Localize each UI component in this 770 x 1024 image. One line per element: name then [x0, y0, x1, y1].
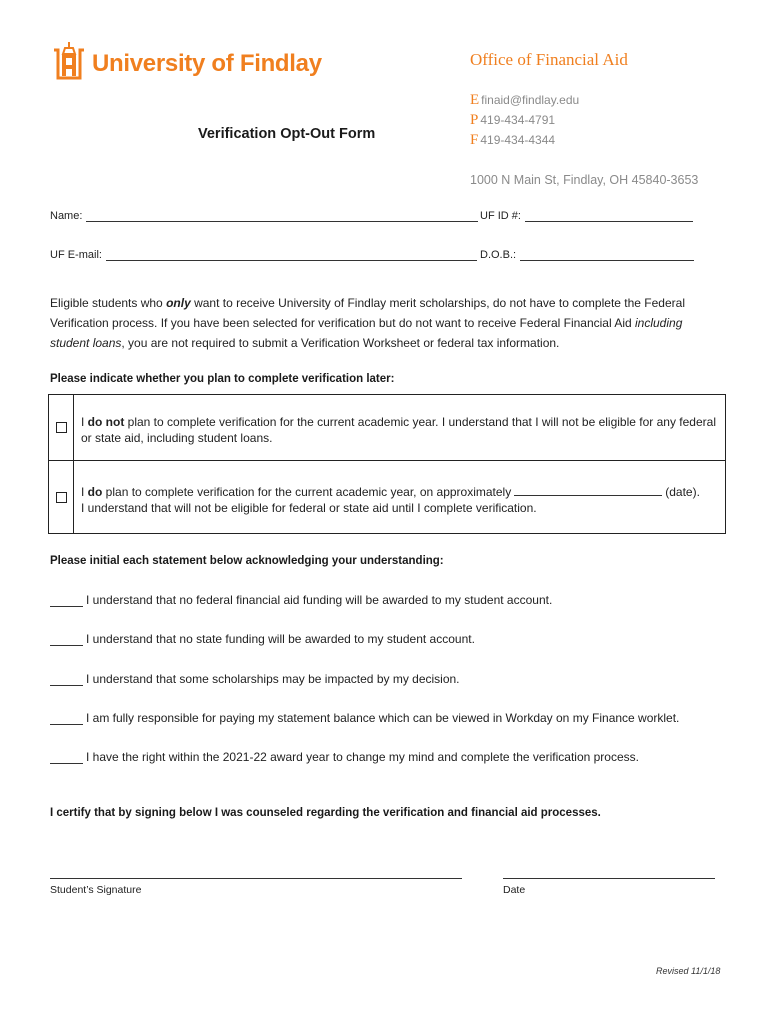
initial-blank[interactable] [50, 633, 83, 646]
choice-table [48, 394, 726, 534]
logo-text: University of Findlay [92, 50, 322, 77]
fax-contact: F 419-434-4344 [470, 132, 556, 148]
date-label: Date [503, 884, 526, 896]
office-title: Office of Financial Aid [470, 50, 628, 69]
phone-value: 419-434-4791 [480, 113, 556, 127]
choice-heading: Please indicate whether you plan to complete verification later: [50, 373, 395, 385]
statement-row: I am fully responsible for paying my statement balance which can be viewed in Workday on my Finance worklet. [50, 711, 679, 725]
ufid-input-line[interactable] [525, 210, 693, 222]
intro-paragraph: Eligible students who only want to receive University of Findlay merit scholarships, do not have to complete the Federal Verification process. If you have been selected for verification but do not want to receive Federal Financial Aid including student loans, you are not required to submit a Verification Worksheet or federal tax information. [50, 296, 685, 350]
initial-blank[interactable] [50, 751, 83, 764]
name-label: Name: [50, 210, 83, 222]
email-field[interactable] [50, 249, 477, 261]
statement-row: I understand that no state funding will be awarded to my student account. [50, 632, 475, 646]
ufid-field[interactable] [480, 210, 693, 222]
choice-text-opt-in: I do plan to complete verification for the current academic year, on approximately (date). I understand that will not be eligible for federal or state aid until I complete verification. [81, 485, 700, 515]
ufid-label: UF ID #: [480, 210, 521, 222]
initial-blank[interactable] [50, 673, 83, 686]
initial-heading: Please initial each statement below acknowledging your understanding: [50, 555, 444, 567]
tower-icon [52, 40, 86, 82]
revised-date: Revised 11/1/18 [656, 966, 721, 976]
office-address: 1000 N Main St, Findlay, OH 45840-3653 [470, 173, 699, 187]
form-title: Verification Opt-Out Form [198, 126, 376, 142]
fax-value: 419-434-4344 [480, 133, 556, 147]
initial-blank[interactable] [50, 712, 83, 725]
initial-blank[interactable] [50, 594, 83, 607]
email-input-line[interactable] [106, 249, 477, 261]
signature-label: Student’s Signature [50, 884, 142, 896]
email-value[interactable]: finaid@findlay.edu [481, 93, 580, 107]
dob-label: D.O.B.: [480, 249, 517, 261]
do-checkbox[interactable] [56, 492, 67, 503]
email-contact: E finaid@findlay.edu [470, 92, 580, 108]
choice-row-opt-in [49, 460, 725, 533]
dob-input-line[interactable] [520, 249, 694, 261]
name-field[interactable] [50, 210, 478, 222]
phone-contact: P 419-434-4791 [470, 112, 556, 128]
date-input-line[interactable] [514, 484, 662, 496]
university-logo [52, 40, 322, 86]
dob-field[interactable] [480, 249, 694, 261]
certify-statement: I certify that by signing below I was counseled regarding the verification and financial aid processes. [50, 807, 601, 819]
signature-line[interactable] [50, 877, 462, 879]
statement-row: I understand that some scholarships may be impacted by my decision. [50, 672, 460, 686]
date-line[interactable] [503, 877, 715, 879]
statement-row: I understand that no federal financial aid funding will be awarded to my student account. [50, 593, 552, 607]
name-input-line[interactable] [86, 210, 478, 222]
statement-row: I have the right within the 2021-22 award year to change my mind and complete the verification process. [50, 750, 639, 764]
do-not-checkbox[interactable] [56, 422, 67, 433]
email-label: UF E-mail: [50, 249, 102, 261]
choice-row-opt-out [49, 395, 725, 460]
choice-text-opt-out: I do not plan to complete verification for the current academic year. I understand that I will not be eligible for any federal or state aid, including student loans. [81, 415, 716, 445]
